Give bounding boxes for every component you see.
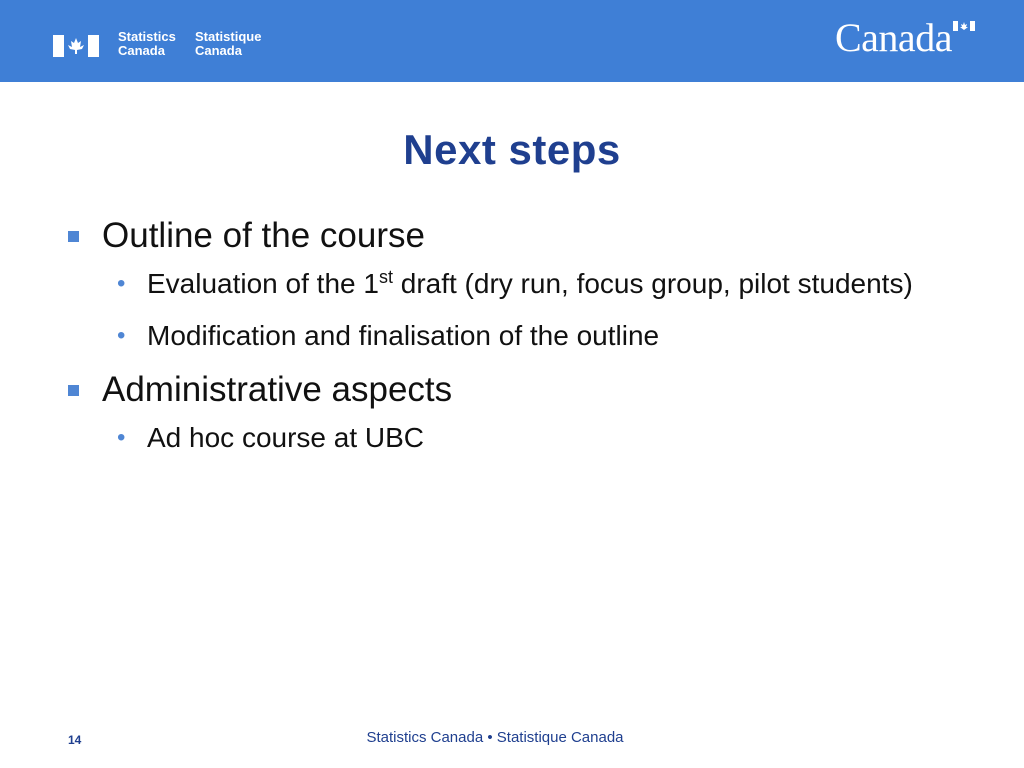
bullet-item [64,368,964,412]
canada-flag-icon [53,35,99,57]
dot-bullet-icon: • [117,424,126,451]
slide-title: Next steps [403,126,621,173]
footer-text: Statistics Canada • Statistique Canada [366,729,624,746]
dot-bullet-icon: • [117,270,126,297]
sub-bullet-item [64,264,937,304]
bullet-text: Administrative aspects [102,370,453,409]
sub-bullet-text: Modification and finalisation of the outline [147,320,660,351]
wordmark-flag-icon [953,21,975,31]
sub-bullet-item [64,316,937,356]
agency-en-line-1: Statistics [118,29,176,44]
bullet-text: Outline of the course [102,216,425,255]
sub-bullet-text: Ad hoc course at UBC [147,422,425,453]
square-bullet-icon [68,231,79,242]
sub-bullet-text-after: draft (dry run, focus group, pilot students) [392,268,913,299]
canada-wordmark [835,14,952,62]
agency-name-french [195,30,261,58]
square-bullet-icon [68,385,79,396]
sub-bullet-text-before: Evaluation of the 1 [147,268,379,299]
bullet-item [64,214,964,258]
dot-bullet-icon: • [117,322,126,349]
slide-content [64,214,964,470]
agency-en-line-2: Canada [118,43,165,58]
sub-bullet-superscript: st [378,267,393,287]
header-banner [0,0,1024,82]
page-number: 14 [68,733,82,747]
agency-fr-line-1: Statistique [195,29,262,44]
sub-bullet-item [64,418,937,458]
wordmark-text: Canada [835,15,952,60]
agency-fr-line-2: Canada [195,43,242,58]
agency-name-english [118,30,176,58]
